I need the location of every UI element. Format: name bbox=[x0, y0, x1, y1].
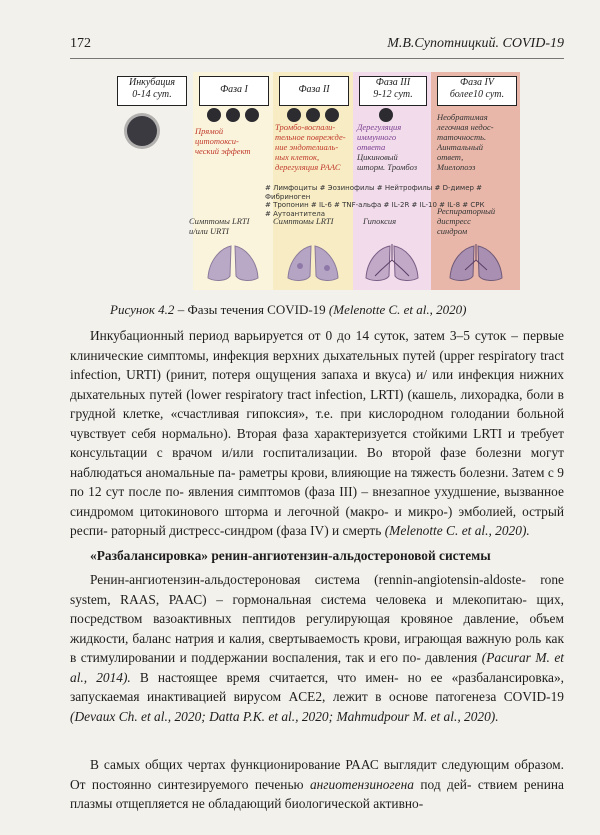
paragraph-2: Ренин-ангиотензин-альдостероновая система (rennin-angiotensin-aldoste- rone system, RAAS, РААС) – гормональная система человека и млекопитаю- щих, посредством вазоактивных пептидов регулирующая кровяное давление, объем жидкости, баланс натрия и калия, свертываемость крови, играющая важную роль как в стимулировании и поддержании воспаления, так и его по- давления (Pacurar M. et al., 2014). В настоящее время считается, что имен- но ее «разбалансировка», запускаемая инактивацией вирусом ACE2, лежит в основе патогенеза COVID-19 (Devaux Ch. et al., 2020; Datta P.K. et al., 2020; Mahmudpour M. et al., 2020). bbox=[70, 572, 565, 724]
virus-dot-icon bbox=[379, 108, 393, 122]
symptoms-phase3: Гипоксия bbox=[363, 216, 397, 226]
figure-caption: Рисунок 4.2 – Фазы течения COVID-19 (Melenotte C. et al., 2020) bbox=[110, 302, 467, 317]
virus-particle-icon bbox=[127, 116, 157, 146]
symptoms-phase1: Симптомы LRTI и/или URTI bbox=[189, 216, 250, 236]
paragraph-1: Инкубационный период варьируется от 0 до 14 суток, затем 3–5 суток – первые клинические симптомы, инфекция верхних дыхательных путей (upper respiratory tract infection, URTI) (ринит, потеря ощущения запаха и вкуса) и/ или инфекция нижних дыхательных путей (lower respiratory tract infection, LRTI) (кашель, лихорадка, боли в грудной клетке, «счастливая гипоксия», т.е. при кислородном голодании больной чувствует себя нормально). Вторая фаза характеризуется стойкими LRTI и требует консультации с врачом и/или госпитализации. Во второй фазе болезни могут наблюдаться аномальные па- раметры крови, влияющие на тяжесть болезни. Затем с 9 по 12 сут после по- явления симптомов (фаза III) – внезапное ухудшение, вызванное синдромом цитокинового шторма и легочной (макро- и микро-) эмболией, острый респи- раторный дистресс-синдром (фаза IV) и смерть (Melenotte C. et al., 2020). bbox=[70, 328, 565, 538]
phase4-effect: Необратимая легочная недос- таточность. Аинтальный ответ, Миелопоэз bbox=[437, 112, 494, 172]
label-phase1: Фаза I bbox=[199, 76, 269, 106]
blood-markers: # Лимфоциты # Эозинофилы # Нейтрофилы # D-димер # Фибриноген # Тропонин # IL-6 # TNF-альфа # IL-2R # IL-10 # IL-8 # СРК # Аутоантитела bbox=[265, 184, 485, 218]
symptoms-phase2: Симптомы LRTI bbox=[273, 216, 334, 226]
lungs-phase1-icon bbox=[203, 242, 263, 284]
paragraph-3: В самых общих чертах функционирование РААС выглядит следующим образом. От постоянно синтезируемого печенью ангиотензиногена под дей- ствием ренина плазмы отщепляется не обладающий биологической активно- bbox=[70, 757, 565, 811]
section-heading: «Разбалансировка» ренин-ангиотензин-альдостероновой системы bbox=[90, 548, 491, 563]
phase1-effect: Прямой цитотокси- ческий эффект bbox=[195, 126, 251, 156]
virus-dot-icon bbox=[245, 108, 259, 122]
lungs-phase4-icon bbox=[445, 242, 507, 284]
virus-dot-icon bbox=[287, 108, 301, 122]
label-phase3: Фаза III 9-12 сут. bbox=[359, 76, 427, 106]
lungs-phase3-icon bbox=[361, 242, 423, 284]
lungs-phase2-icon bbox=[283, 242, 343, 284]
symptoms-phase4: Респираторный дистресс синдром bbox=[437, 206, 496, 236]
label-phase4: Фаза IV более10 сут. bbox=[437, 76, 517, 106]
running-title: М.В.Супотницкий. COVID-19 bbox=[387, 36, 564, 51]
virus-dot-icon bbox=[325, 108, 339, 122]
label-incubation: Инкубация 0-14 сут. bbox=[117, 76, 187, 106]
virus-dot-icon bbox=[207, 108, 221, 122]
phase3-effect: Дерегуляция иммунного ответа Цикиновый шторм. Тромбоз bbox=[357, 122, 418, 172]
virus-dot-icon bbox=[226, 108, 240, 122]
virus-dot-icon bbox=[306, 108, 320, 122]
page-number: 172 bbox=[70, 36, 91, 51]
covid-phases-figure bbox=[115, 72, 520, 290]
label-phase2: Фаза II bbox=[279, 76, 349, 106]
phase2-effect: Тромбо-воспали- тельное поврежде- ние эндотелиаль- ных клеток, дерегуляция РААС bbox=[275, 122, 346, 172]
header-divider bbox=[70, 58, 564, 59]
